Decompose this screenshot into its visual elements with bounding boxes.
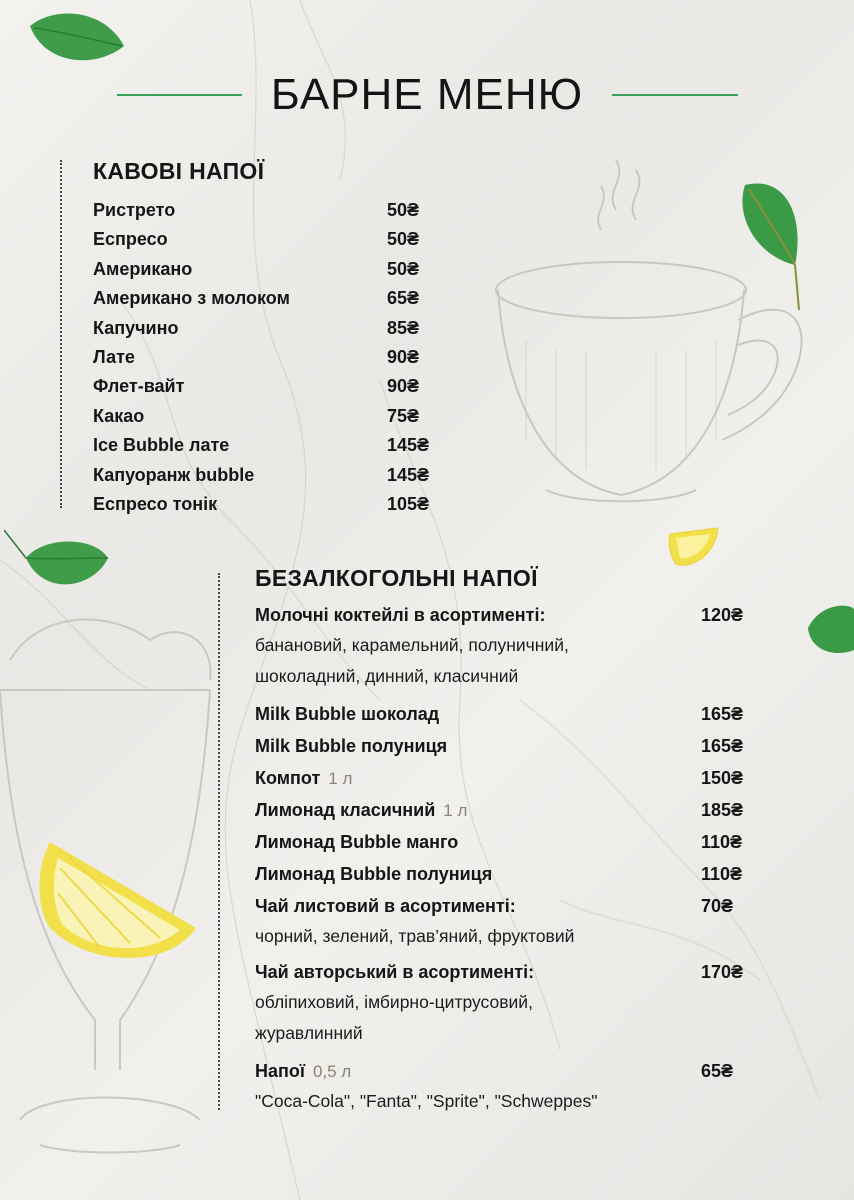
menu-item: [255, 890, 755, 952]
item-price: 110₴: [701, 832, 743, 852]
menu-item: [93, 196, 463, 225]
mint-leaf-icon: [804, 600, 854, 658]
item-price: 70₴: [701, 896, 734, 916]
menu-item: [93, 225, 463, 254]
mint-leaf-icon: [735, 175, 807, 315]
item-name: Чай листовий в асортименті:: [255, 896, 516, 916]
item-price: 90₴: [387, 346, 420, 367]
soft-drinks-list: [255, 599, 755, 1117]
item-name: Капуоранж bubble: [93, 464, 255, 485]
item-price: 145₴: [387, 435, 430, 456]
item-description: "Coca-Cola", "Fanta", "Sprite", "Schweppes": [255, 1091, 598, 1111]
item-name: Напої: [255, 1061, 305, 1081]
item-description: чорний, зелений, трав’яний, фруктовий: [255, 926, 575, 946]
menu-item: [93, 431, 463, 460]
menu-item: [93, 490, 463, 519]
menu-item: [255, 826, 755, 858]
coffee-list: [93, 196, 463, 519]
item-price: 65₴: [387, 288, 420, 309]
item-volume: 1 л: [328, 769, 353, 788]
item-name: Milk Bubble шоколад: [255, 704, 440, 724]
item-name: Капучино: [93, 317, 179, 338]
item-name: Какао: [93, 405, 145, 426]
mint-leaf-icon: [24, 6, 128, 70]
menu-item: [93, 255, 463, 284]
item-price: 170₴: [701, 962, 744, 982]
item-price: 105₴: [387, 493, 430, 514]
item-name: Американо з молоком: [93, 288, 290, 309]
menu-item: [255, 858, 755, 890]
menu-item: [93, 461, 463, 490]
item-price: 150₴: [701, 768, 744, 788]
section-heading: БЕЗАЛКОГОЛЬНІ НАПОЇ: [255, 565, 538, 591]
item-price: 110₴: [701, 864, 743, 884]
item-price: 165₴: [701, 736, 744, 756]
menu-item: [93, 402, 463, 431]
menu-item: [255, 1055, 755, 1117]
item-name: Лимонад класичний: [255, 800, 436, 820]
item-name: Лате: [93, 346, 135, 367]
section-heading: КАВОВІ НАПОЇ: [93, 158, 265, 184]
menu-item: [255, 730, 755, 762]
item-name: Американо: [93, 258, 193, 279]
menu-item: [93, 343, 463, 372]
item-description: банановий, карамельний, полуничний, шоколадний, динний, класичний: [255, 635, 569, 686]
coffee-section: [60, 158, 460, 514]
item-name: Ристрето: [93, 200, 176, 220]
item-name: Еспресо тонік: [93, 493, 218, 514]
menu-item: [255, 599, 755, 692]
item-price: 85₴: [387, 317, 420, 338]
item-price: 65₴: [701, 1061, 734, 1081]
menu-item: [93, 372, 463, 401]
menu-item: [255, 794, 755, 826]
item-price: 50₴: [387, 258, 420, 279]
item-name: Лимонад Bubble манго: [255, 832, 459, 852]
item-name: Компот: [255, 768, 321, 788]
page-title: БАРНЕ МЕНЮ: [270, 70, 584, 119]
item-name: Milk Bubble полуниця: [255, 736, 448, 756]
item-price: 50₴: [387, 200, 420, 220]
mint-leaf-icon: [4, 528, 110, 600]
soft-drinks-section: [218, 565, 778, 1110]
item-name: Чай авторський в асортименті:: [255, 962, 535, 982]
item-price: 75₴: [387, 405, 420, 426]
menu-item: [93, 284, 463, 313]
item-name: Ice Bubble лате: [93, 435, 230, 456]
item-name: Еспресо: [93, 229, 168, 250]
item-volume: 0,5 л: [312, 1062, 352, 1081]
section-divider: [60, 160, 62, 508]
item-description: обліпиховий, імбирно-цитрусовий, журавлинний: [255, 992, 533, 1043]
lemon-slice-icon: [30, 838, 200, 968]
item-price: 165₴: [701, 704, 744, 724]
section-divider: [218, 573, 220, 1110]
item-name: Лимонад Bubble полуниця: [255, 864, 493, 884]
item-name: Флет-вайт: [93, 376, 185, 397]
item-price: 50₴: [387, 229, 420, 250]
menu-item: [255, 956, 755, 1049]
header: [0, 70, 854, 120]
item-name: Молочні коктейлі в асортименті:: [255, 605, 546, 625]
menu-item: [255, 762, 755, 794]
menu-item: [93, 314, 463, 343]
item-price: 120₴: [701, 605, 744, 625]
item-price: 90₴: [387, 376, 420, 397]
title-divider-right: [612, 94, 738, 96]
item-price: 185₴: [701, 800, 744, 820]
menu-item: [255, 698, 755, 730]
item-volume: 1 л: [443, 801, 468, 820]
item-price: 145₴: [387, 464, 430, 485]
